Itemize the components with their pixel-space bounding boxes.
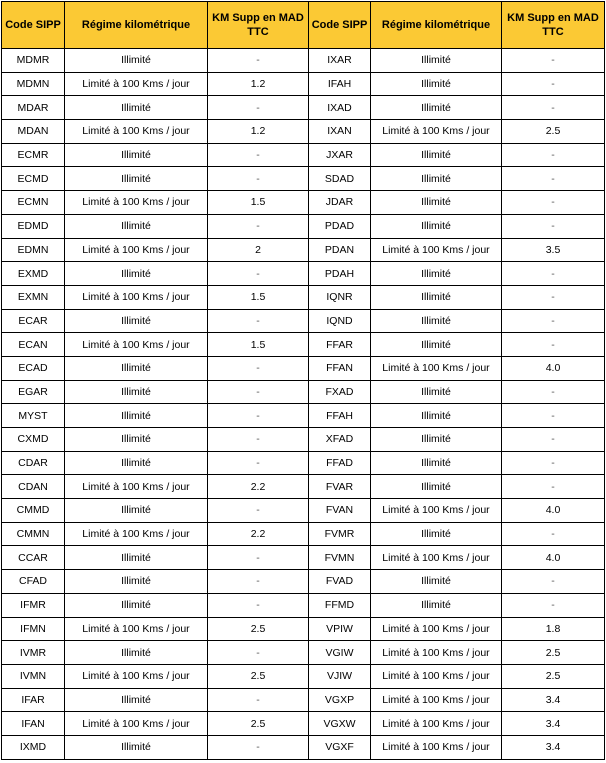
cell-regime: Limité à 100 Kms / jour: [65, 120, 208, 144]
cell-regime: Illimité: [371, 72, 502, 96]
cell-km-supp: -: [208, 735, 309, 759]
table-row: [2, 404, 605, 428]
cell-code-sipp: PDAH: [309, 262, 371, 286]
table-row: [2, 72, 605, 96]
cell-regime: Illimité: [371, 96, 502, 120]
table-row: [2, 333, 605, 357]
cell-code-sipp: MDAN: [2, 120, 65, 144]
table-row: [2, 356, 605, 380]
cell-km-supp: -: [502, 285, 605, 309]
cell-code-sipp: ECMD: [2, 167, 65, 191]
cell-regime: Illimité: [371, 285, 502, 309]
cell-km-supp: -: [502, 96, 605, 120]
cell-code-sipp: FFAD: [309, 451, 371, 475]
cell-code-sipp: IVMR: [2, 641, 65, 665]
cell-km-supp: 2.5: [502, 120, 605, 144]
cell-regime: Illimité: [371, 522, 502, 546]
cell-km-supp: 4.0: [502, 499, 605, 523]
cell-code-sipp: VGIW: [309, 641, 371, 665]
header-row: [2, 2, 605, 49]
table-row: [2, 285, 605, 309]
cell-code-sipp: IVMN: [2, 664, 65, 688]
table-row: [2, 546, 605, 570]
cell-code-sipp: VGXF: [309, 735, 371, 759]
cell-regime: Illimité: [65, 49, 208, 73]
cell-code-sipp: EXMD: [2, 262, 65, 286]
table-row: [2, 143, 605, 167]
cell-regime: Limité à 100 Kms / jour: [371, 120, 502, 144]
table-row: [2, 712, 605, 736]
cell-regime: Illimité: [65, 546, 208, 570]
cell-code-sipp: ECAN: [2, 333, 65, 357]
cell-km-supp: -: [208, 49, 309, 73]
cell-km-supp: -: [208, 309, 309, 333]
cell-regime: Illimité: [371, 262, 502, 286]
cell-code-sipp: JDAR: [309, 191, 371, 215]
cell-km-supp: -: [208, 593, 309, 617]
cell-regime: Illimité: [371, 475, 502, 499]
cell-regime: Illimité: [371, 49, 502, 73]
table-body: [2, 49, 605, 760]
cell-km-supp: -: [208, 262, 309, 286]
cell-regime: Limité à 100 Kms / jour: [371, 546, 502, 570]
cell-code-sipp: IXMD: [2, 735, 65, 759]
cell-code-sipp: IFMN: [2, 617, 65, 641]
cell-km-supp: 2.5: [502, 664, 605, 688]
cell-regime: Limité à 100 Kms / jour: [65, 191, 208, 215]
cell-regime: Illimité: [65, 499, 208, 523]
table-row: [2, 167, 605, 191]
cell-code-sipp: IFAN: [2, 712, 65, 736]
cell-regime: Illimité: [371, 380, 502, 404]
cell-code-sipp: FVMR: [309, 522, 371, 546]
cell-regime: Illimité: [65, 380, 208, 404]
table-row: [2, 570, 605, 594]
sipp-mileage-table: [1, 1, 605, 760]
cell-km-supp: -: [208, 143, 309, 167]
cell-km-supp: -: [208, 356, 309, 380]
cell-regime: Illimité: [65, 593, 208, 617]
cell-code-sipp: FVAN: [309, 499, 371, 523]
table-row: [2, 96, 605, 120]
table-row: [2, 499, 605, 523]
cell-km-supp: 2.5: [502, 641, 605, 665]
header-code-sipp: Code SIPP: [2, 2, 65, 49]
cell-code-sipp: IFAR: [2, 688, 65, 712]
cell-regime: Illimité: [371, 404, 502, 428]
cell-code-sipp: CMMD: [2, 499, 65, 523]
cell-km-supp: -: [502, 404, 605, 428]
cell-km-supp: 3.4: [502, 735, 605, 759]
cell-code-sipp: PDAD: [309, 214, 371, 238]
table-row: [2, 191, 605, 215]
cell-regime: Limité à 100 Kms / jour: [371, 688, 502, 712]
table-row: [2, 309, 605, 333]
cell-code-sipp: PDAN: [309, 238, 371, 262]
cell-km-supp: 2.5: [208, 617, 309, 641]
cell-km-supp: 2.5: [208, 712, 309, 736]
cell-code-sipp: IXAD: [309, 96, 371, 120]
cell-km-supp: -: [208, 167, 309, 191]
cell-code-sipp: CCAR: [2, 546, 65, 570]
cell-code-sipp: FFAN: [309, 356, 371, 380]
cell-km-supp: -: [502, 593, 605, 617]
cell-km-supp: -: [208, 451, 309, 475]
cell-regime: Illimité: [371, 309, 502, 333]
cell-code-sipp: VGXW: [309, 712, 371, 736]
cell-regime: Limité à 100 Kms / jour: [371, 735, 502, 759]
cell-code-sipp: ECAR: [2, 309, 65, 333]
cell-code-sipp: VPIW: [309, 617, 371, 641]
header-km-supp: KM Supp en MAD TTC: [208, 2, 309, 49]
table-row: [2, 688, 605, 712]
cell-regime: Limité à 100 Kms / jour: [371, 356, 502, 380]
cell-code-sipp: CFAD: [2, 570, 65, 594]
cell-km-supp: -: [502, 475, 605, 499]
cell-regime: Illimité: [65, 428, 208, 452]
cell-km-supp: -: [502, 522, 605, 546]
cell-regime: Illimité: [65, 404, 208, 428]
cell-km-supp: -: [208, 214, 309, 238]
table-row: [2, 120, 605, 144]
cell-regime: Illimité: [65, 262, 208, 286]
cell-code-sipp: SDAD: [309, 167, 371, 191]
cell-km-supp: 1.2: [208, 120, 309, 144]
cell-km-supp: -: [208, 641, 309, 665]
cell-code-sipp: FFAR: [309, 333, 371, 357]
cell-km-supp: -: [208, 96, 309, 120]
cell-code-sipp: ECAD: [2, 356, 65, 380]
cell-regime: Illimité: [65, 451, 208, 475]
cell-regime: Illimité: [65, 570, 208, 594]
cell-km-supp: -: [502, 309, 605, 333]
cell-code-sipp: EGAR: [2, 380, 65, 404]
cell-code-sipp: CXMD: [2, 428, 65, 452]
cell-regime: Illimité: [371, 570, 502, 594]
header-km-supp: KM Supp en MAD TTC: [502, 2, 605, 49]
cell-code-sipp: VGXP: [309, 688, 371, 712]
cell-km-supp: -: [208, 404, 309, 428]
cell-regime: Limité à 100 Kms / jour: [65, 285, 208, 309]
cell-km-supp: 2.5: [208, 664, 309, 688]
cell-regime: Illimité: [65, 356, 208, 380]
cell-km-supp: -: [502, 380, 605, 404]
cell-code-sipp: FFMD: [309, 593, 371, 617]
cell-regime: Illimité: [371, 191, 502, 215]
header-regime: Régime kilométrique: [65, 2, 208, 49]
cell-regime: Limité à 100 Kms / jour: [371, 617, 502, 641]
cell-code-sipp: EDMN: [2, 238, 65, 262]
cell-regime: Illimité: [65, 309, 208, 333]
cell-regime: Illimité: [65, 143, 208, 167]
table-row: [2, 262, 605, 286]
cell-km-supp: -: [502, 214, 605, 238]
cell-code-sipp: CDAN: [2, 475, 65, 499]
header-code-sipp: Code SIPP: [309, 2, 371, 49]
cell-km-supp: -: [208, 428, 309, 452]
table-row: [2, 380, 605, 404]
table-row: [2, 593, 605, 617]
cell-km-supp: 4.0: [502, 356, 605, 380]
cell-km-supp: -: [502, 451, 605, 475]
cell-code-sipp: ECMR: [2, 143, 65, 167]
cell-regime: Illimité: [371, 593, 502, 617]
cell-km-supp: 2.2: [208, 475, 309, 499]
header-regime: Régime kilométrique: [371, 2, 502, 49]
cell-km-supp: -: [502, 333, 605, 357]
cell-code-sipp: MDAR: [2, 96, 65, 120]
table-row: [2, 238, 605, 262]
cell-code-sipp: FVAR: [309, 475, 371, 499]
cell-code-sipp: FFAH: [309, 404, 371, 428]
cell-code-sipp: IFAH: [309, 72, 371, 96]
cell-km-supp: -: [502, 428, 605, 452]
cell-regime: Illimité: [371, 167, 502, 191]
cell-regime: Limité à 100 Kms / jour: [65, 333, 208, 357]
cell-code-sipp: FXAD: [309, 380, 371, 404]
cell-regime: Limité à 100 Kms / jour: [65, 238, 208, 262]
cell-regime: Limité à 100 Kms / jour: [371, 664, 502, 688]
cell-code-sipp: IQNR: [309, 285, 371, 309]
cell-km-supp: 2.2: [208, 522, 309, 546]
table-row: [2, 475, 605, 499]
cell-code-sipp: ECMN: [2, 191, 65, 215]
cell-km-supp: 3.4: [502, 712, 605, 736]
cell-km-supp: -: [502, 167, 605, 191]
cell-code-sipp: CMMN: [2, 522, 65, 546]
cell-code-sipp: MYST: [2, 404, 65, 428]
cell-code-sipp: IFMR: [2, 593, 65, 617]
cell-regime: Illimité: [65, 214, 208, 238]
cell-regime: Limité à 100 Kms / jour: [65, 522, 208, 546]
cell-regime: Limité à 100 Kms / jour: [65, 72, 208, 96]
cell-regime: Limité à 100 Kms / jour: [65, 664, 208, 688]
cell-code-sipp: EXMN: [2, 285, 65, 309]
table-row: [2, 735, 605, 759]
cell-km-supp: 1.8: [502, 617, 605, 641]
cell-km-supp: 3.5: [502, 238, 605, 262]
cell-km-supp: -: [208, 688, 309, 712]
cell-code-sipp: FVMN: [309, 546, 371, 570]
cell-code-sipp: JXAR: [309, 143, 371, 167]
cell-regime: Illimité: [371, 451, 502, 475]
cell-regime: Illimité: [371, 214, 502, 238]
table-row: [2, 522, 605, 546]
cell-km-supp: 1.5: [208, 285, 309, 309]
cell-regime: Limité à 100 Kms / jour: [65, 617, 208, 641]
cell-code-sipp: MDMN: [2, 72, 65, 96]
cell-code-sipp: CDAR: [2, 451, 65, 475]
cell-regime: Illimité: [65, 735, 208, 759]
cell-km-supp: -: [208, 380, 309, 404]
cell-km-supp: -: [208, 546, 309, 570]
cell-regime: Limité à 100 Kms / jour: [371, 641, 502, 665]
cell-code-sipp: IXAR: [309, 49, 371, 73]
cell-regime: Illimité: [65, 167, 208, 191]
cell-regime: Limité à 100 Kms / jour: [371, 499, 502, 523]
cell-code-sipp: VJIW: [309, 664, 371, 688]
table-row: [2, 664, 605, 688]
cell-km-supp: -: [502, 49, 605, 73]
cell-km-supp: -: [502, 72, 605, 96]
cell-regime: Illimité: [65, 688, 208, 712]
cell-code-sipp: EDMD: [2, 214, 65, 238]
cell-regime: Illimité: [371, 143, 502, 167]
cell-km-supp: 4.0: [502, 546, 605, 570]
table-row: [2, 617, 605, 641]
cell-km-supp: 3.4: [502, 688, 605, 712]
cell-km-supp: -: [502, 570, 605, 594]
cell-km-supp: 1.2: [208, 72, 309, 96]
cell-regime: Illimité: [65, 96, 208, 120]
cell-code-sipp: IXAN: [309, 120, 371, 144]
cell-regime: Limité à 100 Kms / jour: [65, 712, 208, 736]
cell-regime: Illimité: [371, 428, 502, 452]
cell-regime: Limité à 100 Kms / jour: [65, 475, 208, 499]
cell-code-sipp: FVAD: [309, 570, 371, 594]
table-row: [2, 214, 605, 238]
cell-km-supp: -: [208, 499, 309, 523]
table-row: [2, 49, 605, 73]
cell-regime: Limité à 100 Kms / jour: [371, 712, 502, 736]
cell-code-sipp: IQND: [309, 309, 371, 333]
cell-code-sipp: MDMR: [2, 49, 65, 73]
cell-km-supp: 1.5: [208, 333, 309, 357]
cell-regime: Limité à 100 Kms / jour: [371, 238, 502, 262]
cell-km-supp: 2: [208, 238, 309, 262]
cell-km-supp: -: [502, 191, 605, 215]
table-row: [2, 428, 605, 452]
cell-code-sipp: XFAD: [309, 428, 371, 452]
cell-km-supp: 1.5: [208, 191, 309, 215]
cell-km-supp: -: [502, 262, 605, 286]
cell-regime: Illimité: [65, 641, 208, 665]
cell-regime: Illimité: [371, 333, 502, 357]
table-row: [2, 641, 605, 665]
table-row: [2, 451, 605, 475]
cell-km-supp: -: [208, 570, 309, 594]
cell-km-supp: -: [502, 143, 605, 167]
